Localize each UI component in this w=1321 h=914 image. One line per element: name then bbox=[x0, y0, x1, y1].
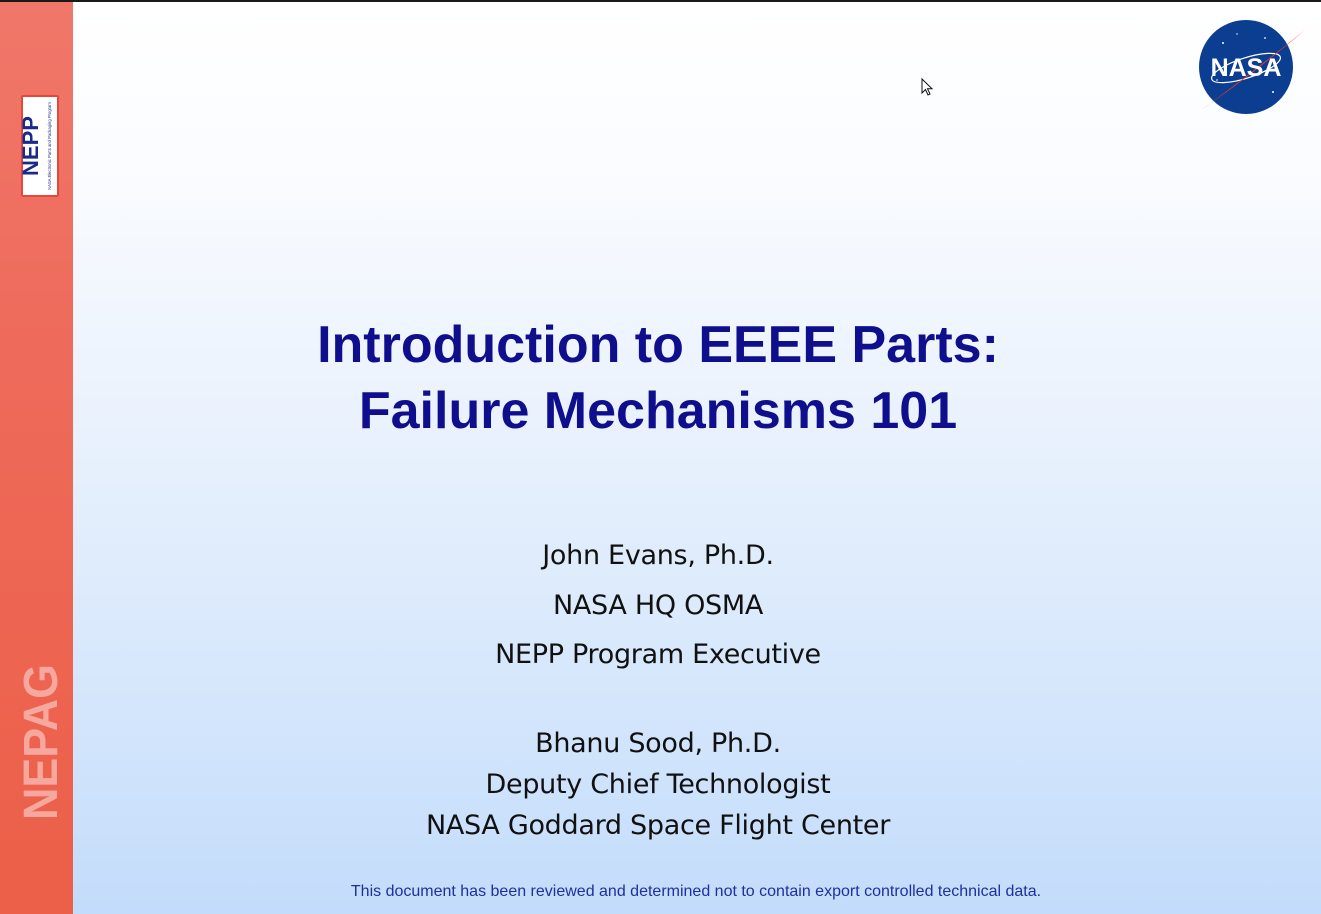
author1-org: NASA HQ OSMA bbox=[552, 590, 764, 621]
nasa-logo-text: NASA bbox=[1210, 54, 1282, 82]
nasa-logo bbox=[1193, 18, 1309, 118]
author2-role: Deputy Chief Technologist bbox=[485, 769, 831, 800]
slide-title bbox=[73, 312, 1243, 444]
nepp-logo bbox=[18, 95, 59, 197]
title-line-1: Introduction to EEEE Parts: bbox=[317, 316, 999, 374]
author1-role: NEPP Program Executive bbox=[495, 639, 821, 670]
export-control-notice: This document has been reviewed and determined not to contain export controlled technical data. bbox=[350, 883, 1042, 900]
nepp-logo-subtext: NASA Electronic Parts and Packaging Program bbox=[47, 102, 52, 190]
title-line-2: Failure Mechanisms 101 bbox=[358, 382, 958, 440]
author1-name: John Evans, Ph.D. bbox=[542, 540, 774, 571]
author2-name: Bhanu Sood, Ph.D. bbox=[535, 728, 781, 759]
mouse-pointer-icon bbox=[921, 78, 935, 98]
nepp-logo-text: NEPP bbox=[18, 116, 43, 176]
nepag-text: NEPAG bbox=[15, 652, 68, 820]
nepag-label bbox=[15, 652, 68, 822]
author2-org: NASA Goddard Space Flight Center bbox=[425, 810, 891, 841]
sidebar bbox=[0, 2, 73, 914]
